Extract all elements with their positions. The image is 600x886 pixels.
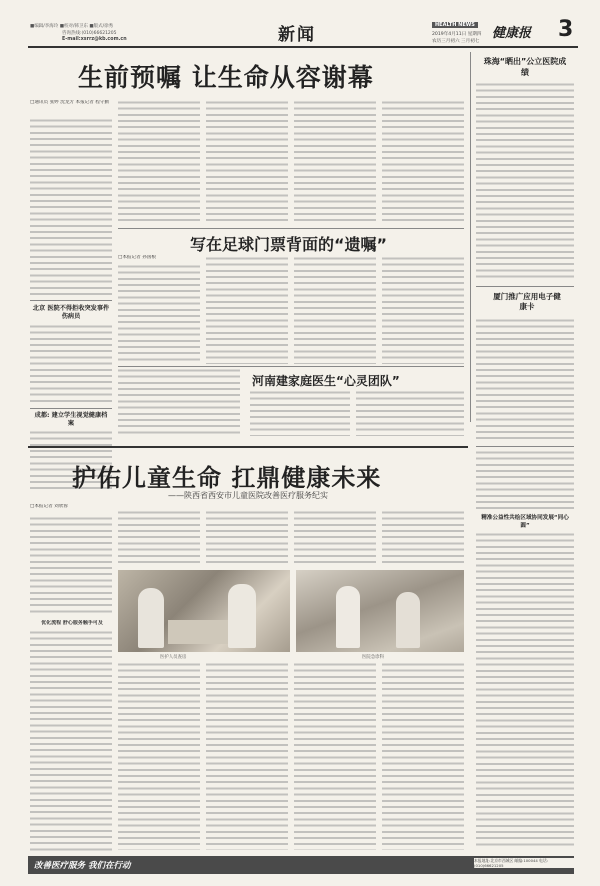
bottom-address: 本报地址:北京市西城区 邮编:100044 电话:(010)66621205 [474,858,574,868]
article4-column-3 [206,510,288,566]
article1-byline: □通讯员 张婷 沈龙芳 本报记者 程守勤 [30,100,110,105]
article4-column-2b [118,662,200,850]
article2-headline: 写在足球门票背面的“遗嘱” [190,235,388,254]
masthead-lunar-date: 农历三月初六 三月初七 [432,39,480,44]
article3-column-2 [250,390,350,436]
sidebar-divider [470,52,471,422]
photo-figure [336,586,360,648]
brief-divider-1 [30,300,112,301]
photo-ward-round [118,570,290,652]
article3-top-rule [118,366,464,367]
article4-column-5 [382,510,464,566]
photo-caption-left: 医护人员查房 [160,655,187,660]
article4-column-5b [382,662,464,850]
photo-figure [138,588,164,648]
article4-byline: □本报记者 刘欣蓉 [30,504,68,509]
article4-column-2 [118,510,200,566]
article1-column-2 [118,100,200,224]
article4-column-1b [30,630,112,852]
masthead-left-links: ■编辑/李海玲 ■校对/韩卫东 ■版式/徐秀 [30,24,114,29]
article2-column-3 [294,256,376,364]
brief2-title: 成都: 建立学生视觉健康档案 [34,412,108,427]
photo-bed [168,620,228,644]
sidebar3-intro [476,450,574,510]
sidebar2-title: 厦门推广应用电子健康卡 [493,292,561,311]
article1-column-1 [30,118,112,296]
article1-column-3 [206,100,288,224]
article2-top-rule [118,228,464,229]
article2-column-2 [206,256,288,364]
article2-column-1 [118,264,200,364]
masthead-date: 2019年4月11日 星期四 [432,32,482,37]
photo-figure [228,584,256,648]
photo-emergency [296,570,464,652]
article1-column-4 [294,100,376,224]
sidebar2-top-rule [476,286,574,287]
article3-column-1 [118,368,240,436]
article4-column-4 [294,510,376,566]
section-title: 新闻 [278,25,316,45]
sidebar3-title: 精准公益性共绘区域协同发展“同心圆” [481,515,569,529]
brief-divider-2 [30,408,112,409]
health-news-tag: HEALTH NEWS [432,22,478,28]
article4-top-rule [28,446,468,448]
sidebar1-body [476,82,574,282]
sidebar2-body [476,318,574,442]
page-number: 3 [558,17,574,42]
article4-column-4b [294,662,376,850]
article4-column-1 [30,516,112,616]
article3-column-3 [356,390,464,436]
bottom-banner-text: 改善医疗服务 我们在行动 [34,861,131,871]
brief1-body [30,324,112,404]
article2-byline: □本报记者 孙国根 [118,255,156,260]
photo-figure [396,592,420,648]
sidebar3-body [476,532,574,848]
paper-name-logo: 健康报 [492,26,532,41]
brief1-title: 北京 医院不得拒收突发事件伤病员 [32,305,110,320]
article4-subhead: ——陕西省西安市儿童医院改善医疗服务纪实 [168,491,328,500]
article1-headline: 生前预嘱 让生命从容谢幕 [78,63,374,92]
photo-caption-right: 医院急诊科 [362,655,384,660]
article4-column-3b [206,662,288,850]
masthead-rule [28,46,578,48]
article3-headline: 河南建家庭医生“心灵团队” [252,374,400,388]
article4-headline: 护佑儿童生命 扛鼎健康未来 [72,464,382,492]
article2-column-4 [382,256,464,364]
masthead-email: E-mail:xsrrz@kb.com.cn [62,37,127,42]
article1-column-5 [382,100,464,224]
masthead-phone: 咨询热线:(010)66621205 [62,31,117,36]
article4-section-head-1: 优化流程 舒心服务触手可及 [41,620,103,626]
sidebar1-title: 珠海“晒出”公立医院成绩 [483,57,567,77]
sidebar3-top-rule [476,446,574,447]
